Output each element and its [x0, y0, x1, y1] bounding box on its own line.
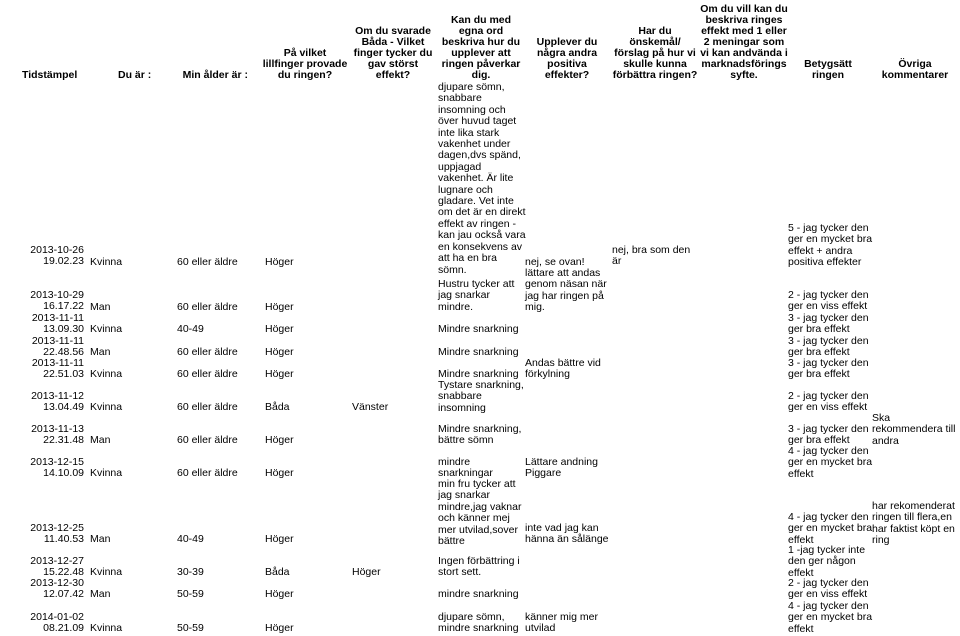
age-cell: 40-49	[177, 533, 204, 545]
rating-cell: 3 - jag tycker den ger bra effekt	[788, 357, 869, 381]
describe-cell: Mindre snarkning	[438, 346, 519, 358]
age-cell: 30-39	[177, 566, 204, 578]
header-comments: Övriga kommentarer	[881, 58, 949, 81]
gender-cell: Kvinna	[90, 401, 123, 413]
header-best-effect: Om du svarade Båda - Vilket finger tycker du gav störst effekt?	[353, 25, 433, 81]
rating-cell: 1 -jag tycker inte den ger någon effekt	[788, 544, 866, 579]
finger-cell: Höger	[265, 368, 294, 380]
age-cell: 60 eller äldre	[177, 401, 238, 413]
header-rating: Betygsätt ringen	[804, 58, 852, 81]
age-cell: 50-59	[177, 622, 204, 634]
rating-cell: 4 - jag tycker den ger en mycket bra effekt	[788, 600, 873, 635]
describe-cell: djupare sömn, snabbare insomning och över huvud taget inte lika stark vakenhet under dagen,dvs spänd, uppjagad vakenhet. Är lite lugnare och gladare. Vet inte om det är en direkt effekt av ringen - kan jau också vara en konsekvens av att ha en bra sömn.	[438, 81, 526, 276]
age-cell: 60 eller äldre	[177, 467, 238, 479]
describe-cell: djupare sömn, mindre snarkning	[438, 611, 519, 635]
comments-cell: Ska rekommendera till andra	[872, 412, 956, 447]
timestamp-cell: 2013-11-11 22.51.03	[31, 357, 84, 381]
header-gender: Du är :	[118, 69, 152, 81]
timestamp-cell: 2013-11-11 13.09.30	[31, 312, 84, 336]
timestamp-cell: 2013-12-25 11.40.53	[30, 522, 84, 546]
age-cell: 60 eller äldre	[177, 434, 238, 446]
rating-cell: 4 - jag tycker den ger en mycket bra effekt	[788, 445, 873, 480]
age-cell: 40-49	[177, 323, 204, 335]
gender-cell: Kvinna	[90, 368, 123, 380]
table-header	[0, 0, 960, 82]
best-effect-cell: Höger	[352, 566, 381, 578]
finger-cell: Höger	[265, 588, 294, 600]
other-positive-cell: inte vad jag kan hänna än sålänge	[525, 522, 609, 546]
rating-cell: 3 - jag tycker den ger bra effekt	[788, 335, 869, 359]
describe-cell: mindre snarkning	[438, 588, 519, 600]
gender-cell: Kvinna	[90, 467, 123, 479]
other-positive-cell: Lättare andning Piggare	[525, 456, 598, 480]
rating-cell: 3 - jag tycker den ger bra effekt	[788, 312, 869, 336]
other-positive-cell: känner mig mer utvilad	[525, 611, 598, 635]
header-describe-effect: Kan du med egna ord beskriva hur du upplever att ringen påverkar dig.	[441, 14, 521, 81]
header-age: Min ålder är :	[182, 69, 248, 81]
rating-cell: 2 - jag tycker den ger en viss effekt	[788, 390, 869, 414]
finger-cell: Höger	[265, 622, 294, 634]
finger-cell: Båda	[265, 401, 290, 413]
header-timestamp: Tidstämpel	[22, 69, 78, 81]
gender-cell: Kvinna	[90, 622, 123, 634]
describe-cell: Mindre snarkning	[438, 368, 519, 380]
finger-cell: Höger	[265, 346, 294, 358]
other-positive-cell: lättare att andas genom näsan när jag har ringen på mig.	[525, 267, 607, 314]
timestamp-cell: 2013-12-27 15.22.48	[30, 555, 84, 579]
describe-cell: Hustru tycker att jag snarkar mindre.	[438, 278, 515, 313]
header-favorite-ring: På vilket lillfinger provade du ringen?	[262, 47, 348, 81]
header-other-positive: Upplever du några andra positiva effekter?	[536, 36, 598, 81]
age-cell: 60 eller äldre	[177, 368, 238, 380]
timestamp-cell: 2013-12-15 14.10.09	[30, 456, 84, 480]
finger-cell: Höger	[265, 467, 294, 479]
timestamp-cell: 2013-11-12 13.04.49	[31, 390, 84, 414]
age-cell: 60 eller äldre	[177, 346, 238, 358]
gender-cell: Kvinna	[90, 256, 123, 268]
gender-cell: Man	[90, 301, 111, 313]
finger-cell: Höger	[265, 256, 294, 268]
describe-cell: min fru tycker att jag snarkar mindre,jag vaknar och känner mej mer utvilad,sover bättre	[438, 478, 522, 548]
wish-cell: nej, bra som den är	[612, 244, 691, 268]
rating-cell: 2 - jag tycker den ger en viss effekt	[788, 289, 869, 313]
other-positive-cell: Andas bättre vid förkylning	[525, 357, 601, 381]
timestamp-cell: 2013-12-30 12.07.42	[30, 577, 84, 601]
age-cell: 50-59	[177, 588, 204, 600]
finger-cell: Höger	[265, 533, 294, 545]
finger-cell: Båda	[265, 566, 290, 578]
timestamp-cell: 2013-10-26 19.02.23	[30, 244, 84, 268]
describe-cell: Mindre snarkning, bättre sömn	[438, 423, 522, 447]
rating-cell: 4 - jag tycker den ger en mycket bra effekt	[788, 511, 873, 546]
gender-cell: Man	[90, 346, 111, 358]
gender-cell: Man	[90, 533, 111, 545]
finger-cell: Höger	[265, 323, 294, 335]
header-marketing: Om du vill kan du beskriva ringes effekt med 1 eller 2 meningar som vi kan andvända i marknadsförings syfte.	[700, 3, 788, 81]
describe-cell: Mindre snarkning	[438, 323, 519, 335]
age-cell: 60 eller äldre	[177, 301, 238, 313]
timestamp-cell: 2013-11-13 22.31.48	[31, 423, 84, 447]
timestamp-cell: 2014-01-02 08.21.09	[30, 611, 84, 635]
header-wish: Har du önskemål/ förslag på hur vi skulle kunna förbättra ringen?	[612, 25, 698, 81]
gender-cell: Kvinna	[90, 566, 123, 578]
comments-cell: har rekomenderat ringen till flera,en har faktist köpt en ring	[872, 500, 955, 547]
timestamp-cell: 2013-10-29 16.17.22	[30, 289, 84, 313]
age-cell: 60 eller äldre	[177, 256, 238, 268]
describe-cell: mindre snarkningar	[438, 456, 493, 480]
finger-cell: Höger	[265, 301, 294, 313]
timestamp-cell: 2013-11-11 22.48.56	[31, 335, 84, 359]
finger-cell: Höger	[265, 434, 294, 446]
best-effect-cell: Vänster	[352, 401, 389, 413]
other-positive-cell: nej, se ovan!	[525, 256, 585, 268]
gender-cell: Man	[90, 434, 111, 446]
describe-cell: Ingen förbättring i stort sett.	[438, 555, 520, 579]
rating-cell: 5 - jag tycker den ger en mycket bra effekt + andra positiva effekter	[788, 222, 873, 269]
gender-cell: Kvinna	[90, 323, 123, 335]
describe-cell: Tystare snarkning, snabbare insomning	[438, 379, 524, 414]
rating-cell: 3 - jag tycker den ger bra effekt	[788, 423, 869, 447]
rating-cell: 2 - jag tycker den ger en viss effekt	[788, 577, 869, 601]
gender-cell: Man	[90, 588, 111, 600]
